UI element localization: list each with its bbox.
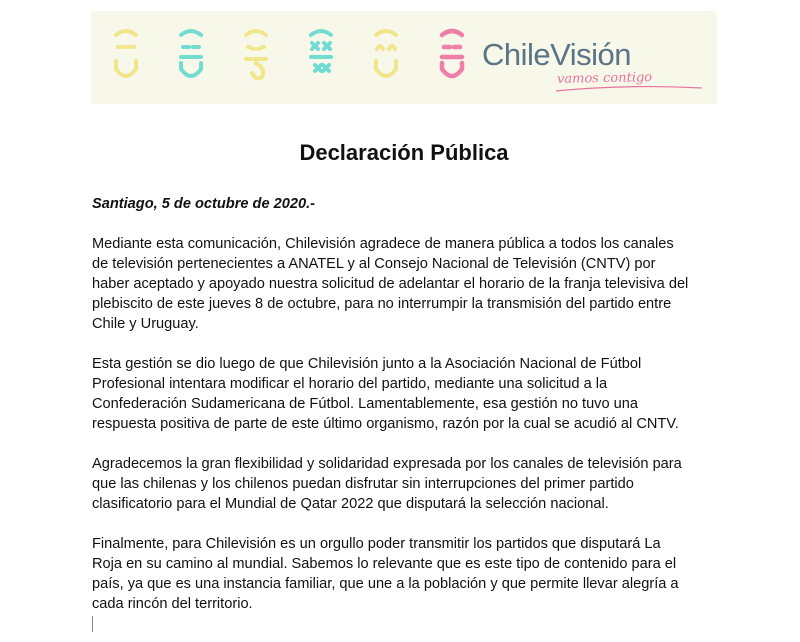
paragraph-line: de televisión pertenecientes a ANATEL y al Consejo Nacional de Televisión (CNTV) por [92,256,656,272]
paragraph-line: Roja en su camino al mundial. Sabemos lo relevante que es este tipo de contenido para el [92,556,677,572]
teal-x-eyes-face-icon [311,31,331,71]
header-banner [91,11,717,104]
paragraph-line: plebiscito de este jueves 8 de octubre, para no interrumpir la transmisión del partido entre [92,296,672,312]
tagline-underline [554,85,704,93]
paragraph-line: Agradecemos la gran flexibilidad y solidaridad expresada por los canales de televisión para [92,456,682,472]
paragraph-line: Esta gestión se dio luego de que Chilevisión junto a la Asociación Nacional de Fútbol [92,356,642,372]
paragraph-2 [92,354,732,434]
paragraph-3 [92,454,732,514]
paragraph-line: Mediante esta comunicación, Chilevisión agradece de manera pública a todos los canales [92,236,674,252]
yellow-face-icon [116,31,136,76]
document-date: Santiago, 5 de octubre de 2020.- [92,196,316,212]
document-title: Declaración Pública [299,140,509,165]
paragraph-line: país, ya que es una instancia familiar, que une a la población y que permite llevar alegría a [92,576,679,592]
brand-name: ChileVisión [482,37,632,72]
paragraph-4 [92,534,732,614]
yellow-tongue-face-icon [246,31,266,78]
paragraph-line: Confederación Sudamericana de Fútbol. Lamentablemente, esa gestión no tuvo una [92,396,639,412]
text-cursor [92,616,93,632]
document-body [92,136,732,634]
faces-row [108,25,468,87]
yellow-smile-face-icon [376,31,396,76]
paragraph-line: clasificatorio para el Mundial de Qatar 2022 que disputará la selección nacional. [92,496,609,512]
paragraph-line: Profesional intentara modificar el horario del partido, mediante una solicitud a la [92,376,608,392]
paragraph-line: Chile y Uruguay. [92,316,199,332]
paragraph-line: cada rincón del territorio. [92,596,253,612]
paragraph-line: Finalmente, para Chilevisión es un orgullo poder transmitir los partidos que disputará La [92,536,661,552]
paragraph-1 [92,234,732,334]
brand-logo [434,25,704,91]
paragraph-line: haber aceptado y apoyado nuestra solicitud de adelantar el horario de la franja televisiva del [92,276,689,292]
pink-face-icon [434,25,474,87]
brand-tagline: vamos contigo [556,70,653,87]
paragraph-line: respuesta positiva de parte de este último organismo, razón por la cual se acudió al CNTV. [92,416,679,432]
teal-face-icon [181,31,201,76]
paragraph-line: que las chilenas y los chilenos puedan disfrutar sin interrupciones del primer partido [92,476,634,492]
